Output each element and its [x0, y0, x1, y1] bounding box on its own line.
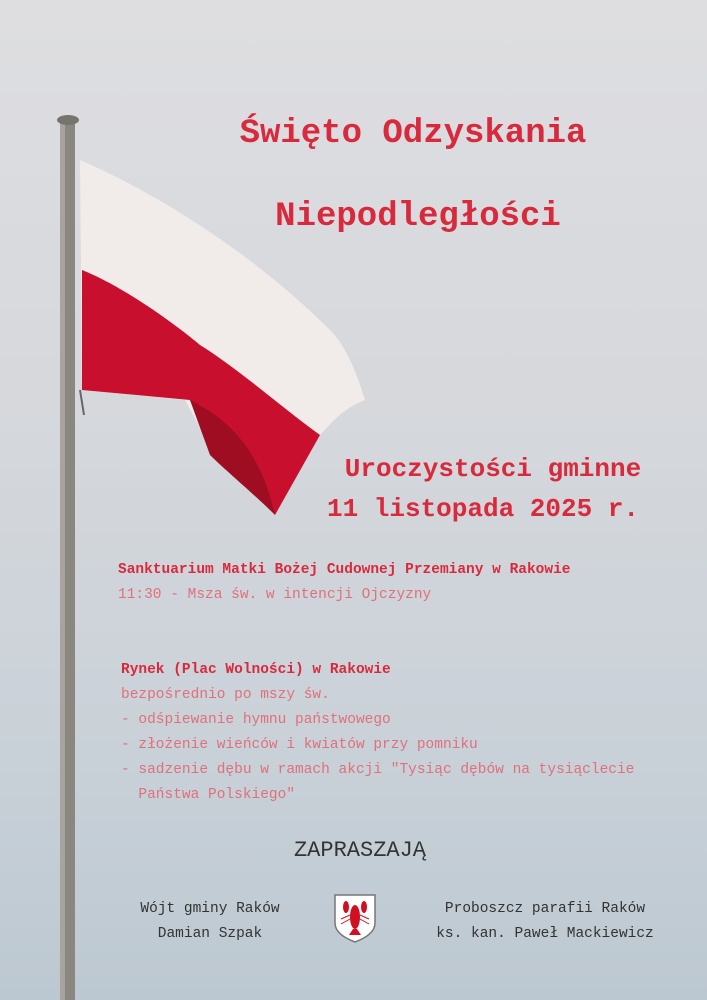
program-item: Państwa Polskiego" — [121, 787, 296, 803]
coat-of-arms-crayfish-icon — [333, 893, 377, 943]
section2-intro: bezpośrednio po mszy św. — [121, 687, 330, 703]
host-left-role: Wójt gminy Raków — [140, 901, 280, 917]
title-line-1: Święto Odzyskania — [239, 115, 587, 153]
event-name: Uroczystości gminne — [344, 454, 642, 484]
section2-place: Rynek (Plac Wolności) w Rakowie — [121, 662, 391, 678]
program-item: - sadzenie dębu w ramach akcji "Tysiąc dębów na tysiąclecie — [121, 762, 635, 778]
section1-detail: 11:30 - Msza św. w intencji Ojczyzny — [118, 587, 432, 603]
program-item: - złożenie wieńców i kwiatów przy pomniku — [121, 737, 478, 753]
host-right-role: Proboszcz parafii Raków — [444, 901, 646, 917]
title-line-2: Niepodległości — [275, 198, 561, 236]
program-item: - odśpiewanie hymnu państwowego — [121, 712, 391, 728]
event-date: 11 listopada 2025 r. — [326, 494, 640, 524]
host-left-name: Damian Szpak — [157, 926, 263, 942]
section1-place: Sanktuarium Matki Bożej Cudownej Przemiany w Rakowie — [118, 562, 571, 578]
invite-heading: ZAPRASZAJĄ — [293, 838, 427, 863]
host-right-name: ks. kan. Paweł Mackiewicz — [436, 926, 654, 942]
